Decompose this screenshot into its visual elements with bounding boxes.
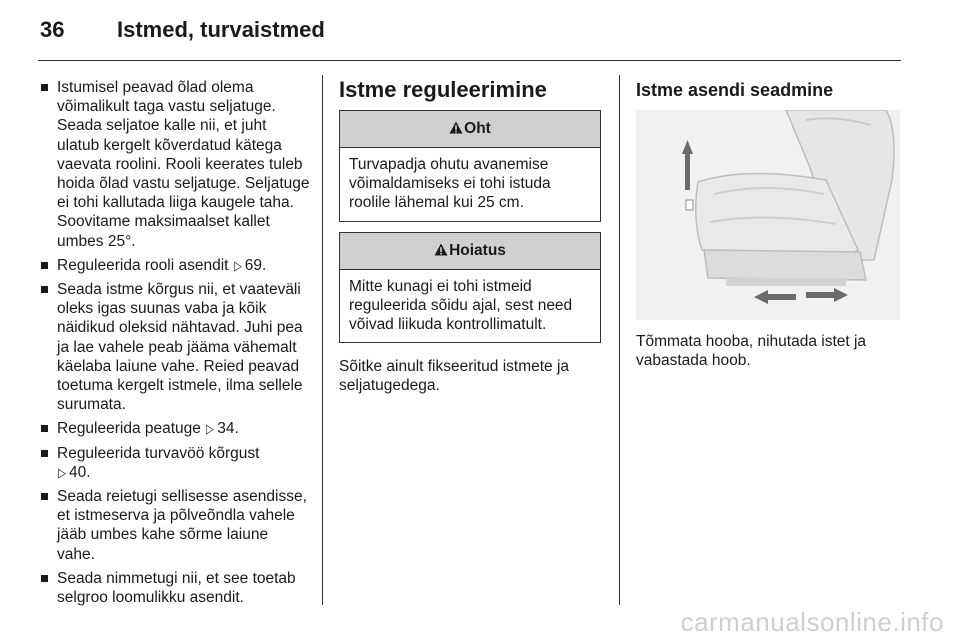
danger-box-header [340,111,600,148]
note-text: Sõitke ainult fikseeritud istmete ja seljatugedega. [339,358,570,395]
warning-triangle-icon [434,243,448,256]
warning-triangle-icon [449,121,463,134]
section-heading: Istme asendi seadmine [636,80,834,100]
arrow-reference-icon: ▷ [206,421,215,437]
page-title: Istmed, turvaistmed [117,17,325,42]
column-divider [619,75,620,605]
list-item: Seada istme kõrgus nii, et vaateväli oleks igas suunas vaba ja kõik näidikud oleksid nähtavad. Juhi pea ja lae vahele peab jääma vähemalt käelaba laiune vahe. Reied peavad toetuma kergelt istmele, ilma sellele surumata. [40,280,310,414]
watermark: carmanualsonline.info [680,607,944,637]
middle-column [339,78,601,396]
list-item: Istumisel peavad õlad olema võimalikult taga vastu seljatuge. Seada seljatoe kalle nii, et juht ulatub kergelt kõverdatud kätega vaevata roolini. Rooli keerates tuleb hoida õlad vastu seljatuge. Seljatuge ei tohi kallutada liiga kaugele taha. Soovitame maksimaalset kallet umbes 25°. [40,78,310,251]
page-reference-link[interactable]: 69. [244,256,267,274]
caution-box-title: Hoiatus [449,241,506,259]
seat-adjustment-lever-illustration [636,110,900,320]
danger-box-title: Oht [464,120,491,137]
danger-box [339,110,601,222]
column-divider [322,75,323,605]
page-reference-link[interactable]: 40. [69,463,91,481]
header-divider [38,60,901,61]
section-heading: Istme reguleerimine [339,77,547,102]
arrow-reference-icon: ▷ [58,464,66,480]
danger-box-text: Turvapadja ohutu avanemise võimaldamiseks ei tohi istuda roolile lähemal kui 25 cm. [349,156,551,212]
page-number: 36 [40,17,65,42]
caution-box [339,232,601,344]
list-item: Seada nimmetugi nii, et see toetab selgroo loomulikku asendit. [40,569,310,607]
list-item: Seada reietugi sellisesse asendisse, et istmeserva ja põlveõndla vahele jääb umbes kahe sõrme laiune vahe. [40,487,310,564]
figure-caption: Tõmmata hooba, nihutada istet ja vabastada hoob. [636,333,867,370]
caution-box-text: Mitte kunagi ei tohi istmeid reguleerida sõidu ajal, sest need võivad liikuda kontrollimatult. [349,277,573,334]
left-column [40,78,310,612]
caution-box-header [340,233,600,270]
list-item: Reguleerida peatuge ▷ 34. [40,419,310,438]
page-reference-link[interactable]: 34. [217,420,239,438]
arrow-reference-icon: ▷ [233,257,242,273]
right-column [636,78,902,370]
list-item: Reguleerida rooli asendit ▷ 69. [40,256,310,275]
list-item: Reguleerida turvavöö kõrgust ▷ 40. [40,444,310,482]
instruction-list [40,78,310,607]
